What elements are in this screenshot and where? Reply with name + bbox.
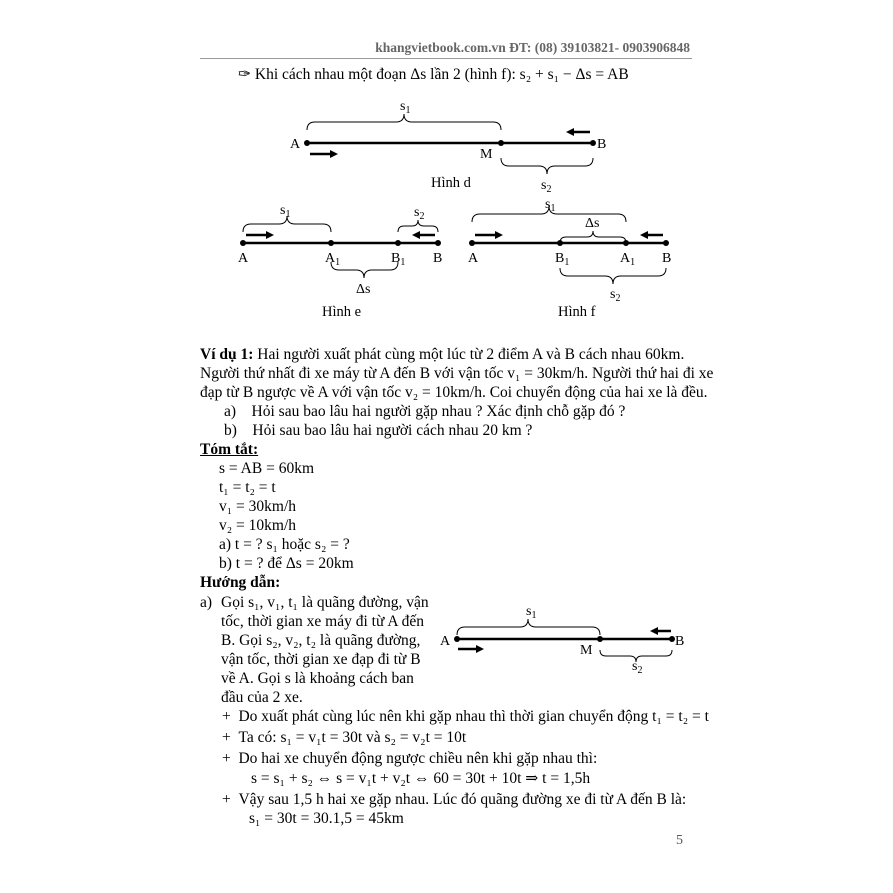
guide-part-a-label: a): [200, 594, 213, 611]
fig-e-s2-label: $s_2$: [414, 205, 425, 222]
fig-d-arrow-left-icon: [566, 128, 590, 136]
fig-f-ds-brace: [560, 231, 626, 243]
guide-bullet-4: + Vậy sau 1,5 h hai xe gặp nhau. Lúc đó quãng đường xe đi từ A đến B là:: [222, 791, 687, 808]
fig-f-point-b: [663, 240, 669, 246]
question-a: a) Hỏi sau bao lâu hai người gặp nhau ? Xác định chỗ gặp đó ?: [224, 403, 626, 420]
intro-line: [238, 65, 629, 84]
guide-a-line-4: vận tốc, thời gian xe đạp đi từ B: [221, 651, 421, 668]
fig-e-arrow-right-icon: [246, 231, 274, 239]
guide-figure: [436, 598, 696, 673]
summary-title: Tóm tắt:: [200, 441, 259, 458]
fig-d-point-a: [304, 140, 310, 146]
summary-line-3: v₁ = 30km/h: [219, 498, 297, 515]
fig-f-s2-brace: [560, 268, 666, 284]
guide-a-line-5: về A. Gọi s là khoảng cách ban: [221, 670, 414, 687]
fig-f-label-b: B: [662, 251, 672, 266]
guide-bullet-3: + Do hai xe chuyển động ngược chiều nên khi gặp nhau thì:: [222, 750, 598, 767]
fig-e-s1-label: $s_1$: [280, 203, 291, 220]
figure-e: [228, 198, 458, 298]
guide-fig-point-m: [597, 636, 603, 642]
guide-a-line-2: tốc, thời gian xe máy đi từ A đến: [221, 613, 424, 630]
summary-line-1: s = AB = 60km: [219, 460, 314, 477]
example-line-2: Người thứ nhất đi xe máy từ A đến B với vận tốc v₁ = 30km/h. Người thứ hai đi xe: [200, 365, 714, 383]
fig-d-label-m: M: [480, 147, 493, 162]
fig-e-ds-label: Δs: [356, 282, 371, 297]
guide-a-line-3: B. Gọi s₂, v₂, t₂ là quãng đường,: [221, 632, 421, 649]
guide-a-line-6: đầu của 2 xe.: [221, 689, 303, 706]
fig-e-ds-brace: [331, 262, 398, 278]
fig-d-s1-brace: [307, 114, 501, 130]
fig-f-label-b1: $B_1$: [555, 251, 570, 268]
fig-d-point-m: [498, 140, 504, 146]
guide-fig-s1-brace: [457, 619, 600, 635]
header-site: khangvietbook.com.vn: [375, 40, 506, 55]
example-paragraph: [200, 345, 714, 403]
example-line-3: đạp từ B ngược về A với vận tốc v₂ = 10km/h. Coi chuyển động của hai xe là đều.: [200, 384, 708, 402]
pencil-icon: ✑: [238, 66, 251, 83]
fig-d-label-b: B: [597, 137, 607, 152]
guide-a-line-1: Gọi s₁, v₁, t₁ là quãng đường, vận: [221, 594, 429, 611]
fig-d-s2-brace: [501, 158, 593, 174]
fig-f-arrow-left-icon: [640, 231, 663, 239]
fig-f-point-a1: [623, 240, 629, 246]
fig-f-point-a: [469, 240, 475, 246]
guide-title: Hướng dẫn:: [200, 574, 281, 591]
fig-d-caption: Hình d: [431, 175, 471, 191]
fig-f-arrow-right-icon: [475, 231, 503, 239]
fig-e-arrow-left-icon: [412, 231, 435, 239]
fig-e-label-b1: $B_1$: [391, 251, 406, 268]
guide-fig-arrow-left-icon: [650, 627, 671, 635]
fig-f-s1-brace: [472, 206, 626, 222]
summary-line-2: t₁ = t₂ = t: [219, 479, 276, 496]
guide-fig-s2-label: $s_2$: [632, 659, 643, 673]
fig-e-label-b: B: [433, 251, 443, 266]
figure-f: [458, 192, 688, 302]
header-phone: ĐT: (08) 39103821- 0903906848: [509, 40, 690, 55]
fig-f-label-a: A: [468, 251, 479, 266]
fig-f-ds-label: Δs: [585, 216, 600, 231]
guide-equation: s = s₁ + s₂ ⇔ s = v₁t + v₂t ⇔ 60 = 30t + 10t ⇒ t = 1,5h: [251, 770, 591, 787]
intro-formula: s₂ + s₁ − Δs = AB: [519, 66, 629, 83]
fig-f-label-a1: $A_1$: [620, 251, 636, 268]
fig-e-label-a: A: [238, 251, 249, 266]
summary-line-4: v₂ = 10km/h: [219, 517, 297, 534]
guide-fig-label-b: B: [675, 634, 685, 649]
fig-e-point-b1: [395, 240, 401, 246]
fig-d-point-b: [590, 140, 596, 146]
fig-e-point-a: [240, 240, 246, 246]
fig-e-caption: Hình e: [322, 304, 362, 320]
question-b: b) Hỏi sau bao lâu hai người cách nhau 20 km ?: [224, 422, 533, 439]
page-header: [200, 40, 690, 56]
guide-fig-s1-label: $s_1$: [526, 604, 537, 621]
guide-fig-label-m: M: [580, 643, 593, 658]
guide-fig-label-a: A: [440, 634, 451, 649]
guide-fig-arrow-right-icon: [458, 645, 484, 653]
fig-e-label-a1: $A_1$: [325, 251, 341, 268]
example-label: Ví dụ 1:: [200, 346, 254, 363]
example-line-1: Hai người xuất phát cùng một lúc từ 2 điểm A và B cách nhau 60km.: [253, 346, 685, 363]
fig-f-caption: Hình f: [558, 304, 596, 320]
fig-f-point-b1: [557, 240, 563, 246]
fig-f-s1-label: $s_1$: [545, 197, 556, 214]
fig-d-arrow-right-icon: [310, 150, 338, 158]
fig-e-point-b: [435, 240, 441, 246]
fig-e-point-a1: [328, 240, 334, 246]
summary-line-6: b) t = ? để Δs = 20km: [219, 555, 354, 572]
intro-text: Khi cách nhau một đoạn Δs lần 2 (hình f):: [254, 66, 520, 83]
fig-d-s1-label: $s_1$: [400, 99, 411, 116]
guide-result: s₁ = 30t = 30.1,5 = 45km: [249, 810, 404, 827]
fig-e-s2-brace: [398, 220, 438, 232]
fig-e-s1-brace: [243, 216, 331, 232]
page-number: 5: [676, 833, 683, 848]
guide-bullet-2: + Ta có: s₁ = v₁t = 30t và s₂ = v₂t = 10t: [222, 729, 467, 746]
guide-bullet-1: + Do xuất phát cùng lúc nên khi gặp nhau thì thời gian chuyển động t₁ = t₂ = t: [222, 708, 709, 725]
guide-fig-point-a: [454, 636, 460, 642]
summary-line-5: a) t = ? s₁ hoặc s₂ = ?: [219, 536, 350, 553]
fig-d-label-a: A: [290, 137, 301, 152]
header-rule: [200, 58, 692, 59]
fig-f-s2-label: $s_2$: [610, 287, 621, 302]
fig-d-s2-label: $s_2$: [541, 178, 552, 195]
